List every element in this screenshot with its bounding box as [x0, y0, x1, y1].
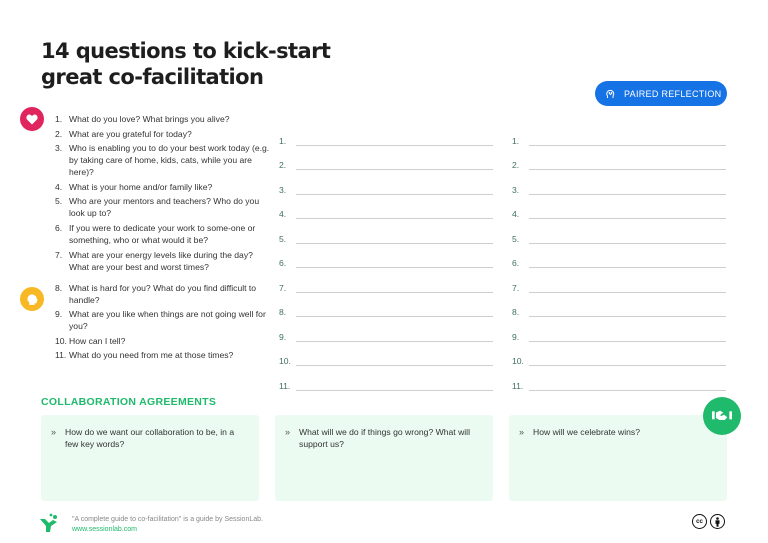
agreement-card[interactable] [509, 415, 727, 501]
answer-line[interactable]: 10. [512, 342, 726, 367]
agreement-card[interactable] [275, 415, 493, 501]
agreement-prompt: How will we celebrate wins? [533, 427, 641, 437]
agreement-prompt: What will we do if things go wrong? What will support us? [299, 427, 471, 449]
badge-label: PAIRED REFLECTION [624, 88, 722, 99]
question-item: 11. What do you need from me at those times? [55, 350, 234, 361]
double-chevron-icon: » [519, 427, 525, 437]
creative-commons-icon: cc [692, 514, 707, 529]
attribution-icon [710, 514, 725, 529]
title-line-2: great co-facilitation [41, 65, 264, 89]
answer-line[interactable]: 6. [512, 244, 726, 269]
answer-line[interactable]: 2. [512, 146, 726, 171]
answer-line[interactable]: 9. [512, 317, 726, 342]
paired-reflection-badge [595, 81, 727, 106]
question-item: 9. What are you like when things are not going well for you? [55, 309, 266, 332]
answer-line[interactable]: 2. [279, 146, 493, 171]
answer-column-2 [512, 121, 726, 391]
answer-line[interactable]: 8. [279, 293, 493, 318]
answer-line[interactable]: 11. [512, 366, 726, 391]
answer-line[interactable]: 3. [512, 170, 726, 195]
footer-credit [72, 515, 263, 535]
handshake-icon [703, 397, 741, 435]
answer-line[interactable]: 10. [279, 342, 493, 367]
answer-line[interactable]: 5. [279, 219, 493, 244]
answer-line[interactable]: 8. [512, 293, 726, 318]
double-chevron-icon: » [285, 427, 291, 437]
heart-icon [20, 107, 44, 131]
question-item: 2. What are you grateful for today? [55, 128, 192, 139]
answer-column-1 [279, 121, 493, 391]
question-item: 1. What do you love? What brings you alive? [55, 114, 230, 124]
license-badges [692, 514, 725, 529]
answer-line[interactable]: 6. [279, 244, 493, 269]
answer-line[interactable]: 4. [512, 195, 726, 220]
question-item: 7. What are your energy levels like during the day? What are your best and worst times? [55, 249, 253, 272]
answer-line[interactable]: 1. [512, 121, 726, 146]
double-chevron-icon: » [51, 427, 57, 437]
answer-line[interactable]: 1. [279, 121, 493, 146]
answer-line[interactable]: 5. [512, 219, 726, 244]
question-item: 8. What is hard for you? What do you find difficult to handle? [55, 282, 257, 305]
answer-line[interactable]: 11. [279, 366, 493, 391]
question-item: 3. Who is enabling you to do your best work today (e.g. by taking care of home, kids, cats, while you are here)? [55, 143, 270, 178]
head-profile-icon [20, 287, 44, 311]
sessionlab-link[interactable]: www.sessionlab.com [72, 526, 137, 533]
credit-text: "A complete guide to co-facilitation" is a guide by SessionLab. [72, 516, 263, 523]
answer-line[interactable]: 4. [279, 195, 493, 220]
question-item: 5. Who are your mentors and teachers? Who do you look up to? [55, 196, 260, 219]
question-list [55, 113, 270, 364]
agreement-card[interactable] [41, 415, 259, 501]
sessionlab-logo [39, 513, 61, 538]
agreement-prompt: How do we want our collaboration to be, in a few key words? [65, 427, 235, 449]
title-line-1: 14 questions to kick-start [41, 39, 331, 63]
agreements-heading: COLLABORATION AGREEMENTS [41, 396, 217, 408]
question-item: 6. If you were to dedicate your work to some-one or something, who or what would it be? [55, 222, 256, 245]
answer-line[interactable]: 7. [279, 268, 493, 293]
answer-line[interactable]: 7. [512, 268, 726, 293]
question-item: 10. How can I tell? [55, 335, 126, 346]
question-item: 4. What is your home and/or family like? [55, 181, 213, 192]
answer-line[interactable]: 3. [279, 170, 493, 195]
page-title [41, 38, 330, 90]
head-heart-icon [605, 88, 617, 100]
answer-line[interactable]: 9. [279, 317, 493, 342]
